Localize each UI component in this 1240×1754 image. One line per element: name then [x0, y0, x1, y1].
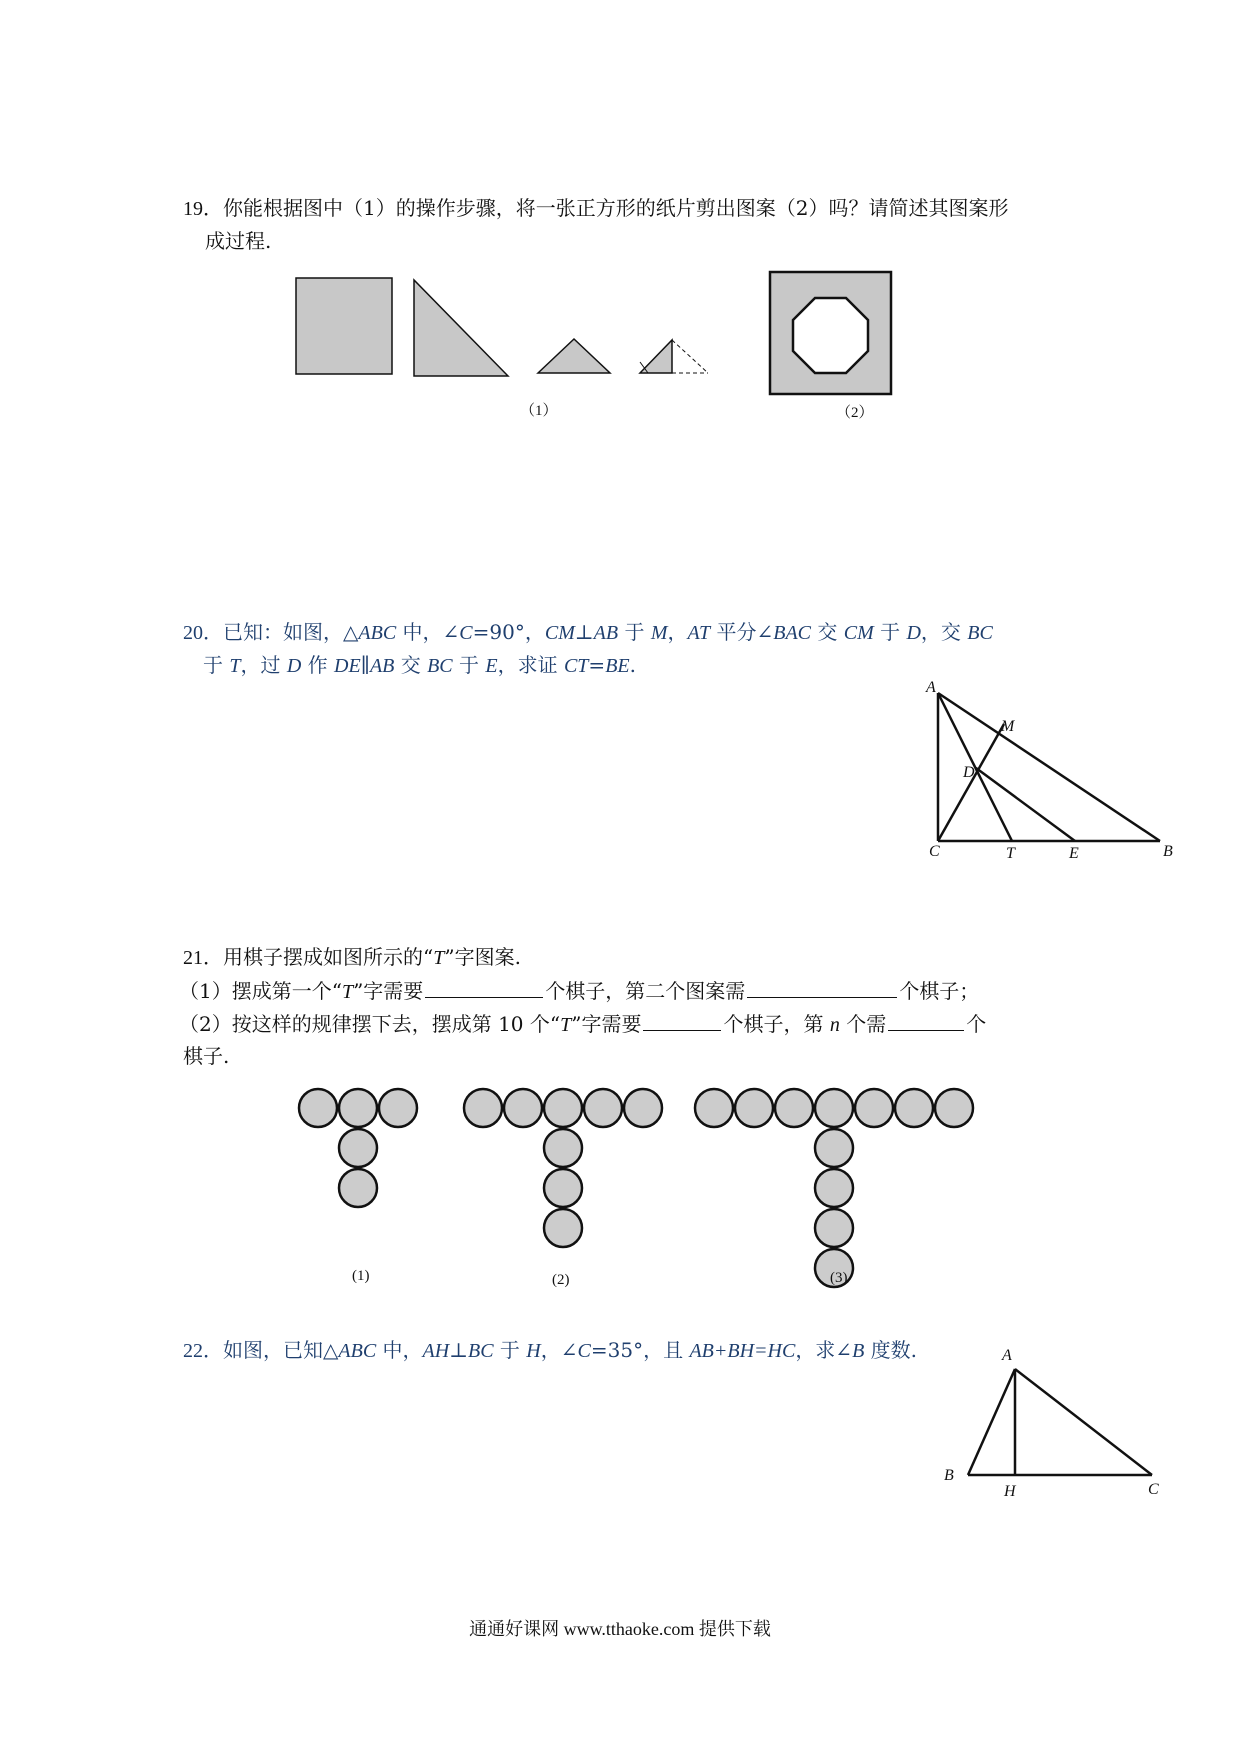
label-C-22: C — [1148, 1481, 1159, 1498]
q21-caption-2: (2) — [552, 1272, 570, 1288]
q19-line1: 19．你能根据图中（1）的操作步骤，将一张正方形的纸片剪出图案（2）吗？请简述其图案形 — [183, 196, 1009, 220]
q21-caption-3: (3) — [830, 1270, 848, 1286]
label-C: C — [929, 843, 940, 860]
q20-line2: 于 T，过 D 作 DE∥AB 交 BC 于 E，求证 CT=BE. — [203, 653, 636, 677]
label-T: T — [1006, 845, 1015, 862]
page-footer: 通通好课网 www.tthaoke.com 提供下载 — [469, 1619, 771, 1639]
q19-caption-1: （1） — [520, 403, 558, 419]
label-A-22: A — [1002, 1347, 1012, 1364]
q21-line1: 21．用棋子摆成如图所示的“T”字图案. — [183, 945, 521, 969]
q20-line1: 20．已知：如图，△ABC 中，∠C=90°，CM⊥AB 于 M，AT 平分∠BAC 交 CM 于 D，交 BC — [183, 620, 993, 644]
label-D: D — [963, 764, 975, 781]
q22-line: 22．如图，已知△ABC 中，AH⊥BC 于 H，∠C=35°，且 AB+BH=HC，求∠B 度数. — [183, 1338, 918, 1362]
q21-line2: （1）摆成第一个“T”字需要 个棋子，第二个图案需 个棋子； — [179, 979, 980, 1003]
label-H-22: H — [1004, 1483, 1016, 1500]
label-E: E — [1069, 845, 1079, 862]
q19-text-line1: 你能根据图中（1）的操作步骤，将一张正方形的纸片剪出图案（2）吗？请简述其图案形 — [223, 196, 1009, 220]
q19-number: 19 — [183, 198, 203, 220]
label-A: A — [926, 679, 936, 696]
q19-line2: 成过程. — [205, 229, 272, 253]
q21-line4: 棋子. — [183, 1044, 230, 1068]
label-B: B — [1163, 843, 1173, 860]
segment-AB-22 — [968, 1369, 1015, 1475]
label-M: M — [1001, 718, 1015, 735]
segment-AC-22 — [1015, 1369, 1152, 1475]
q21-caption-1: (1) — [352, 1268, 370, 1284]
q21-line3: （2）按这样的规律摆下去，摆成第 10 个“T”字需要 个棋子，第 n 个需 个 — [179, 1012, 987, 1036]
q19-caption-2: （2） — [836, 405, 874, 421]
label-B-22: B — [944, 1467, 954, 1484]
